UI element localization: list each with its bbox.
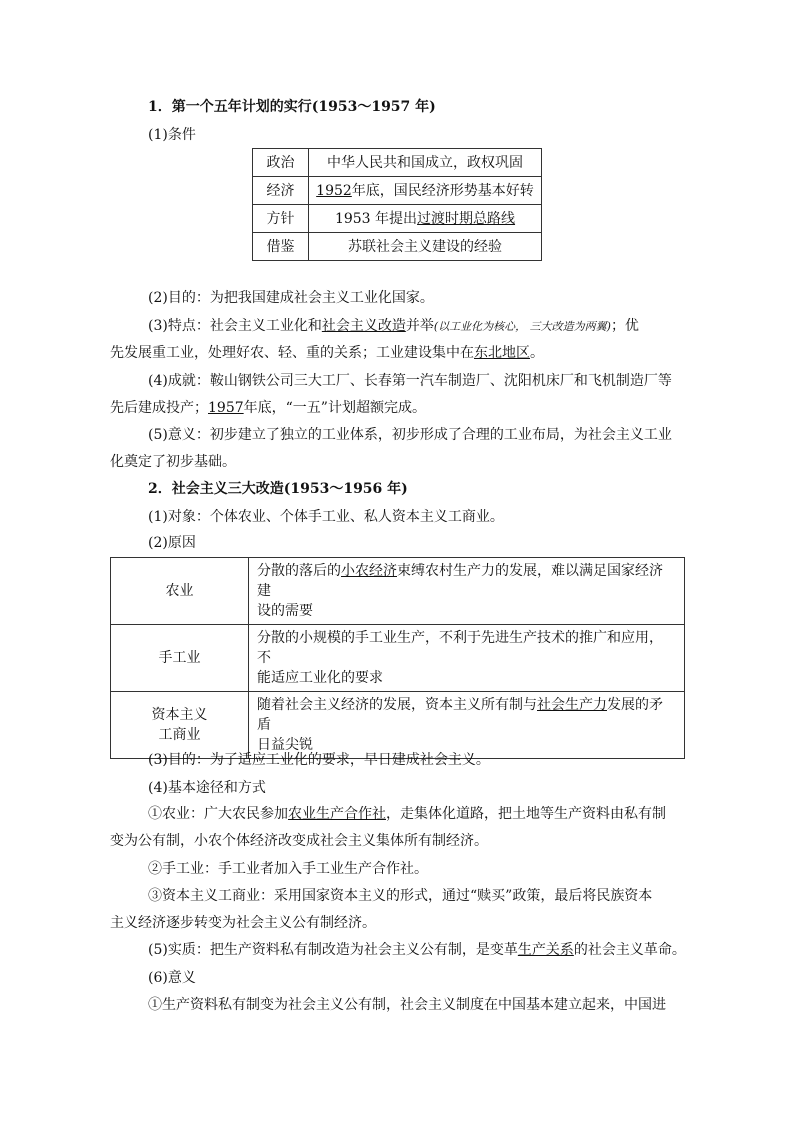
achievements-line1: (4)成就：鞍山钢铁公司三大工厂、长春第一汽车制造厂、沈阳机床厂和飞机制造厂等 <box>148 373 672 389</box>
text: ①农业：广大农民参加 <box>148 806 288 822</box>
table-cell <box>249 625 685 692</box>
way3-line1: ③资本主义工商业：采用国家资本主义的形式，通过“赎买”政策，最后将民族资本 <box>148 888 653 904</box>
cell-line: 能适应工业化的要求 <box>257 670 383 686</box>
underlined-term: 社会主义改造 <box>321 318 406 334</box>
text: 束缚农村生产力的发展，难以满足国家经济建 <box>257 563 663 599</box>
cell-line: 分散的小规模的手工业生产，不利于先进生产技术的推广和应用，不 <box>257 630 663 666</box>
goal-text-2: (3)目的：为了适应工业化的要求，早日建成社会主义。 <box>148 752 490 768</box>
underlined-year: 1957 <box>208 400 244 416</box>
table-row <box>253 149 542 177</box>
table-cell: 方针 <box>253 205 309 233</box>
underlined-term: 社会生产力 <box>537 697 607 713</box>
section2-title: 2．社会主义三大改造(1953～1956 年) <box>148 481 408 497</box>
cell-text: 年底，国民经济形势基本好转 <box>351 182 534 199</box>
table-row <box>111 692 685 759</box>
cell-line: 工商业 <box>158 727 201 743</box>
goal-text: (2)目的：为把我国建成社会主义工业化国家。 <box>148 290 434 306</box>
condition-label: (1)条件 <box>148 127 196 143</box>
table-row <box>253 233 542 261</box>
table-row <box>111 625 685 692</box>
table-cell <box>309 177 542 205</box>
text: 的社会主义革命。 <box>573 942 686 958</box>
ways-label: (4)基本途径和方式 <box>148 780 266 796</box>
underlined-term: 小农经济 <box>341 563 397 579</box>
section1-title: 1．第一个五年计划的实行(1953～1957 年) <box>148 99 436 115</box>
conditions-table <box>252 148 542 261</box>
way2-text: ②手工业：手工业者加入手工业生产合作社。 <box>148 861 428 877</box>
note-text: (以工业化为核心， 三大改造为两翼) <box>433 320 611 333</box>
underlined-term: 生产关系 <box>517 942 574 958</box>
table-cell: 苏联社会主义建设的经验 <box>309 233 542 261</box>
cell-line <box>257 561 676 601</box>
object-text: (1)对象：个体农业、个体手工业、私人资本主义工商业。 <box>148 509 504 525</box>
meaning-label: (6)意义 <box>148 970 196 986</box>
cell-line: 资本主义 <box>151 707 208 723</box>
cell-line <box>257 695 676 735</box>
text: (3)特点：社会主义工业化和 <box>148 318 322 334</box>
underlined-year: 1952 <box>316 182 352 199</box>
table-cell: 经济 <box>253 177 309 205</box>
way1-line1 <box>148 804 666 824</box>
reasons-table <box>110 557 685 759</box>
table-cell: 农业 <box>111 558 249 625</box>
text: 分散的落后的 <box>257 563 341 579</box>
cell-text: 1953 年提出 <box>334 210 418 227</box>
table-cell: 政治 <box>253 149 309 177</box>
achievements-line2 <box>110 398 426 418</box>
table-cell: 手工业 <box>111 625 249 692</box>
way1-line2: 变为公有制，小农个体经济改变成社会主义集体所有制经济。 <box>110 833 488 849</box>
text: ；优 <box>610 318 639 334</box>
way3-line2: 主义经济逐步转变为社会主义公有制经济。 <box>110 915 376 931</box>
table-cell: 中华人民共和国成立，政权巩固 <box>309 149 542 177</box>
table-row <box>253 177 542 205</box>
table-row <box>253 205 542 233</box>
table-cell <box>111 692 249 759</box>
text: 发展的矛盾 <box>257 697 663 733</box>
features-line2 <box>110 343 544 363</box>
reason-label: (2)原因 <box>148 535 196 551</box>
underlined-term: 东北地区 <box>474 345 530 361</box>
table-row <box>111 558 685 625</box>
underlined-term: 农业生产合作社 <box>288 806 386 822</box>
text: 。 <box>530 345 544 361</box>
text: (5)实质：把生产资料私有制改造为社会主义公有制，是变革 <box>148 942 518 958</box>
text: 先后建成投产； <box>110 400 208 416</box>
underlined-term: 过渡时期总路线 <box>417 210 516 227</box>
meaning-line1: ①生产资料私有制变为社会主义公有制，社会主义制度在中国基本建立起来，中国进 <box>148 997 666 1013</box>
cell-line: 日益尖锐 <box>257 737 313 753</box>
significance-line1: (5)意义：初步建立了独立的工业体系，初步形成了合理的工业布局，为社会主义工业 <box>148 427 672 443</box>
table-cell: 借鉴 <box>253 233 309 261</box>
text: 并举 <box>405 318 434 334</box>
essence-text <box>148 940 686 960</box>
table-cell <box>309 205 542 233</box>
features-line1 <box>148 316 639 337</box>
text: 年底，“一五”计划超额完成。 <box>243 400 426 416</box>
significance-line2: 化奠定了初步基础。 <box>110 454 236 470</box>
table-cell <box>249 692 685 759</box>
cell-line: 设的需要 <box>257 603 313 619</box>
text: 先发展重工业，处理好农、轻、重的关系；工业建设集中在 <box>110 345 474 361</box>
text: 随着社会主义经济的发展，资本主义所有制与 <box>257 697 537 713</box>
table-cell <box>249 558 685 625</box>
text: ，走集体化道路，把土地等生产资料由私有制 <box>386 806 666 822</box>
